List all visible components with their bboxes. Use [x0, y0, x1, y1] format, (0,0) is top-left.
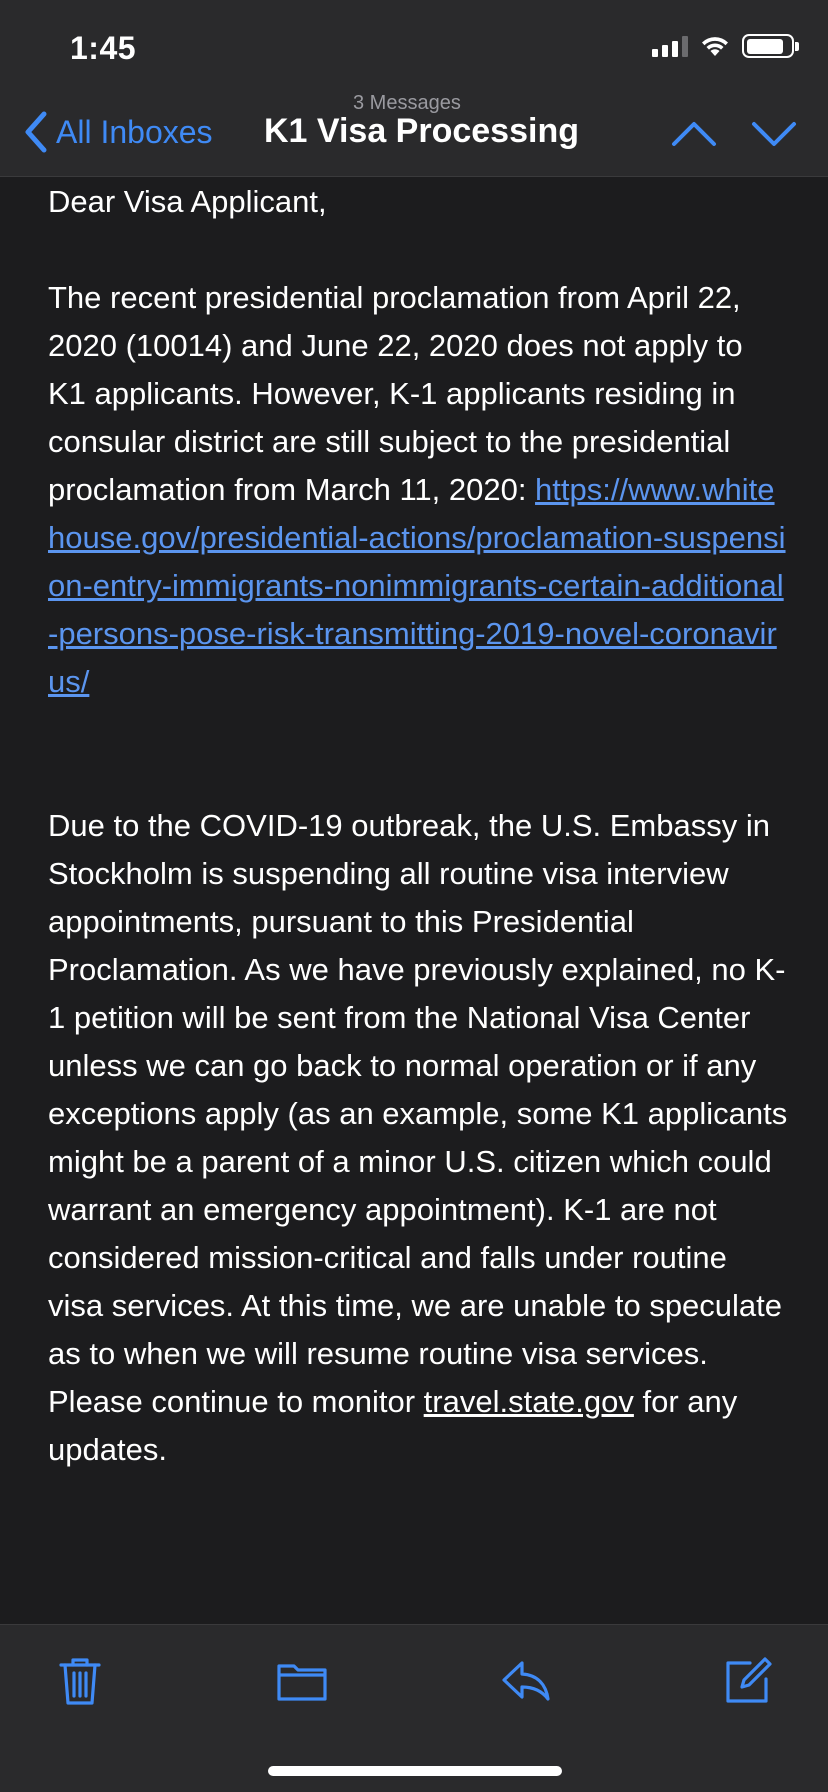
travel-state-link[interactable]: travel.state.gov	[423, 1384, 634, 1419]
message-body	[48, 178, 788, 1474]
battery-level	[747, 39, 784, 54]
home-indicator[interactable]	[268, 1766, 562, 1776]
whitehouse-link[interactable]: https://www.whitehouse.gov/presidential-actions/proclamation-suspension-entry-immigrants-nonimmigrants-certain-additional-persons-pose-risk-transmitting-2019-novel-coronavirus/	[48, 472, 786, 699]
greeting: Dear Visa Applicant,	[48, 184, 327, 219]
message-navigation	[668, 114, 800, 154]
folder-icon[interactable]	[274, 1653, 330, 1709]
paragraph-covid-text: Due to the COVID-19 outbreak, the U.S. Embassy in Stockholm is suspending all routine visa interview appointments, pursuant to this Presidential Proclamation. As we have previously explained, no K-1 petition will be sent from the National Visa Center unless we can go back to normal operation or if any exceptions apply (as an example, some K1 applicants might be a parent of a minor U.S. citizen which could warrant an emergency appointment). K-1 are not considered mission-critical and falls under routine visa services. At this time, we are unable to speculate as to when we will resume routine visa services. Please continue to monitor	[48, 808, 788, 1419]
compose-icon[interactable]	[720, 1653, 776, 1709]
navigation-bar	[0, 92, 828, 177]
battery-icon	[742, 34, 794, 58]
bottom-toolbar	[0, 1624, 828, 1792]
chevron-down-icon[interactable]	[748, 114, 800, 154]
reply-icon[interactable]	[498, 1653, 554, 1709]
paragraph-proclamation-text: The recent presidential proclamation from April 22, 2020 (10014) and June 22, 2020 does not apply to K1 applicants. However, K-1 applicants residing in consular district are still subject to the presidential proclamation from March 11, 2020:	[48, 280, 743, 507]
back-button[interactable]	[22, 110, 213, 154]
thread-title: K1 Visa Processing	[264, 112, 579, 150]
chevron-up-icon[interactable]	[668, 114, 720, 154]
cellular-signal-icon	[652, 35, 688, 57]
message-count: 3 Messages	[353, 92, 461, 114]
status-time: 1:45	[70, 30, 137, 66]
back-button-label: All Inboxes	[56, 113, 213, 150]
status-bar	[0, 0, 828, 96]
trash-icon[interactable]	[52, 1653, 108, 1709]
wifi-icon	[700, 35, 730, 57]
paragraph-proclamation	[48, 274, 788, 706]
paragraph-covid	[48, 802, 788, 1474]
status-icons	[652, 34, 794, 58]
paragraph-covid-end: for any updates.	[48, 1384, 738, 1467]
chevron-left-icon	[22, 110, 48, 154]
